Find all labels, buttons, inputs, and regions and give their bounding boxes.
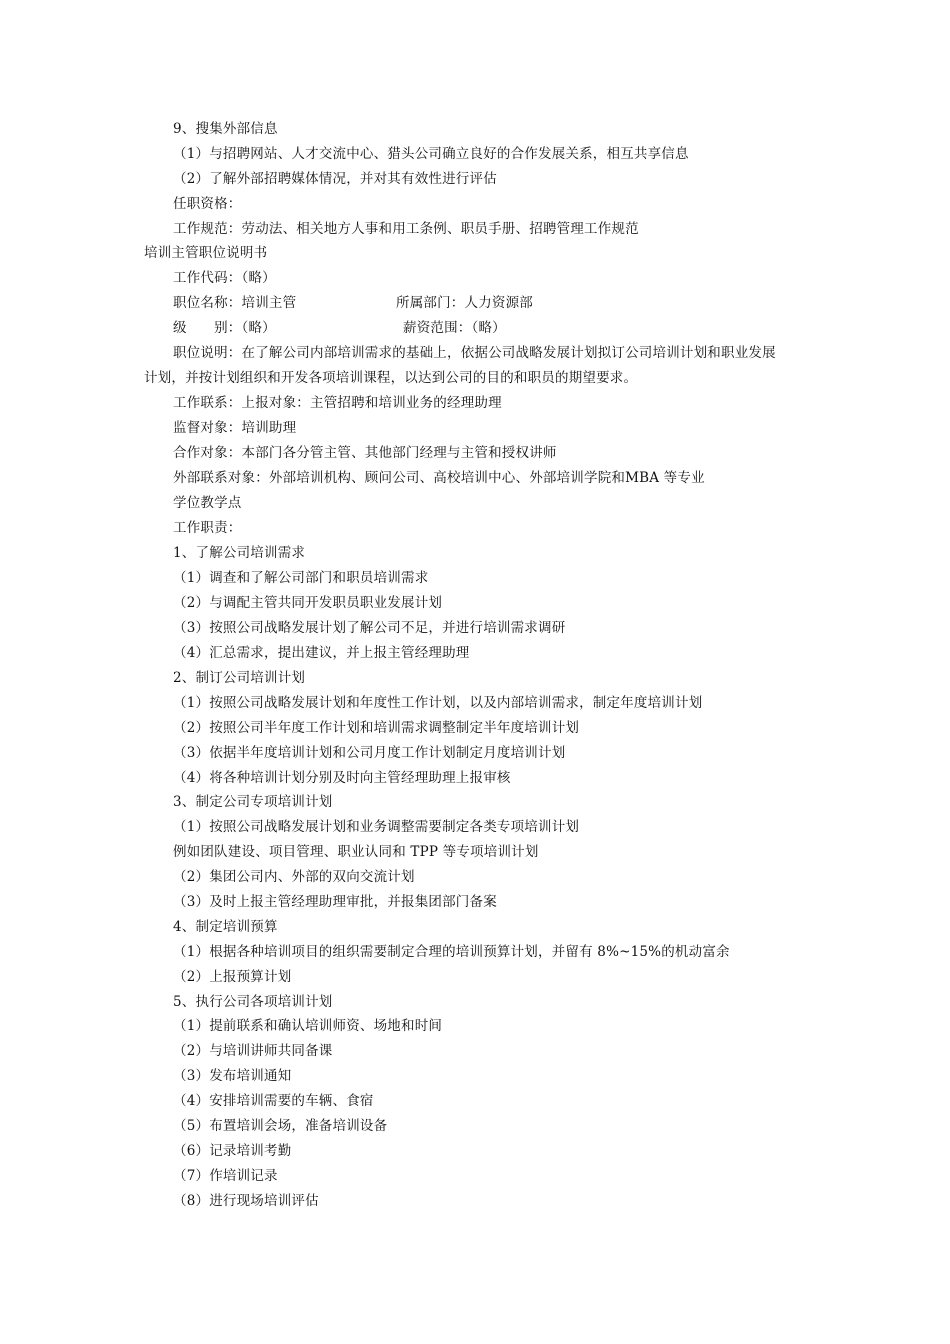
paragraph: 学位教学点: [173, 495, 242, 511]
paragraph: 工作联系：上报对象：主管招聘和培训业务的经理助理: [173, 395, 502, 411]
list-item: （3）及时上报主管经理助理审批，并报集团部门备案: [173, 894, 497, 910]
paragraph: 监督对象：培训助理: [173, 420, 297, 436]
document-title: 培训主管职位说明书: [144, 245, 268, 261]
level-field: 级 别：（略）: [173, 320, 276, 336]
list-item: （1）按照公司战略发展计划和业务调整需要制定各类专项培训计划: [173, 819, 580, 835]
job-title-field: 职位名称：培训主管: [173, 295, 297, 311]
section-heading: 1、了解公司培训需求: [173, 545, 306, 561]
section-heading: 9、搜集外部信息: [173, 121, 278, 137]
list-item: （3）按照公司战略发展计划了解公司不足，并进行培训需求调研: [173, 620, 566, 636]
section-heading: 5、执行公司各项培训计划: [173, 994, 333, 1010]
paragraph: 合作对象：本部门各分管主管、其他部门经理与主管和授权讲师: [173, 445, 557, 461]
list-item: （4）将各种培训计划分别及时向主管经理助理上报审核: [173, 770, 511, 786]
list-item: （1）与招聘网站、人才交流中心、猎头公司确立良好的合作发展关系，相互共享信息: [173, 146, 689, 162]
list-item: （2）按照公司半年度工作计划和培训需求调整制定半年度培训计划: [173, 720, 580, 736]
section-heading: 4、制定培训预算: [173, 919, 278, 935]
list-item: （4）汇总需求，提出建议，并上报主管经理助理: [173, 645, 470, 661]
paragraph: 工作代码：（略）: [173, 270, 276, 286]
list-item: （1）调查和了解公司部门和职员培训需求: [173, 570, 429, 586]
section-heading: 3、制定公司专项培训计划: [173, 794, 333, 810]
paragraph: 例如团队建设、项目管理、职业认同和 TPP 等专项培训计划: [173, 844, 539, 860]
list-item: （6）记录培训考勤: [173, 1143, 292, 1159]
paragraph: 计划，并按计划组织和开发各项培训课程，以达到公司的目的和职员的期望要求。: [144, 370, 638, 386]
list-item: （7）作培训记录: [173, 1168, 278, 1184]
list-item: （1）按照公司战略发展计划和年度性工作计划，以及内部培训需求，制定年度培训计划: [173, 695, 703, 711]
list-item: （2）集团公司内、外部的双向交流计划: [173, 869, 415, 885]
department-field: 所属部门：人力资源部: [396, 295, 533, 311]
paragraph: 职位说明：在了解公司内部培训需求的基础上，依据公司战略发展计划拟订公司培训计划和职业发展: [173, 345, 776, 361]
list-item: （2）与调配主管共同开发职员职业发展计划: [173, 595, 443, 611]
paragraph-label: 任职资格：: [173, 196, 242, 212]
list-item: （2）了解外部招聘媒体情况，并对其有效性进行评估: [173, 171, 497, 187]
salary-field: 薪资范围：（略）: [403, 320, 506, 336]
paragraph: 外部联系对象：外部培训机构、顾问公司、高校培训中心、外部培训学院和MBA 等专业: [173, 470, 705, 486]
list-item: （2）与培训讲师共同备课: [173, 1043, 333, 1059]
list-item: （8）进行现场培训评估: [173, 1193, 319, 1209]
paragraph-label: 工作职责：: [173, 520, 242, 536]
list-item: （5）布置培训会场，准备培训设备: [173, 1118, 388, 1134]
list-item: （3）依据半年度培训计划和公司月度工作计划制定月度培训计划: [173, 745, 566, 761]
paragraph: 工作规范：劳动法、相关地方人事和用工条例、职员手册、招聘管理工作规范: [173, 221, 639, 237]
list-item: （4）安排培训需要的车辆、食宿: [173, 1093, 374, 1109]
list-item: （3）发布培训通知: [173, 1068, 292, 1084]
list-item: （1）根据各种培训项目的组织需要制定合理的培训预算计划，并留有 8%~15%的机动富余: [173, 944, 730, 960]
list-item: （1）提前联系和确认培训师资、场地和时间: [173, 1018, 443, 1034]
list-item: （2）上报预算计划: [173, 969, 292, 985]
section-heading: 2、制订公司培训计划: [173, 670, 306, 686]
